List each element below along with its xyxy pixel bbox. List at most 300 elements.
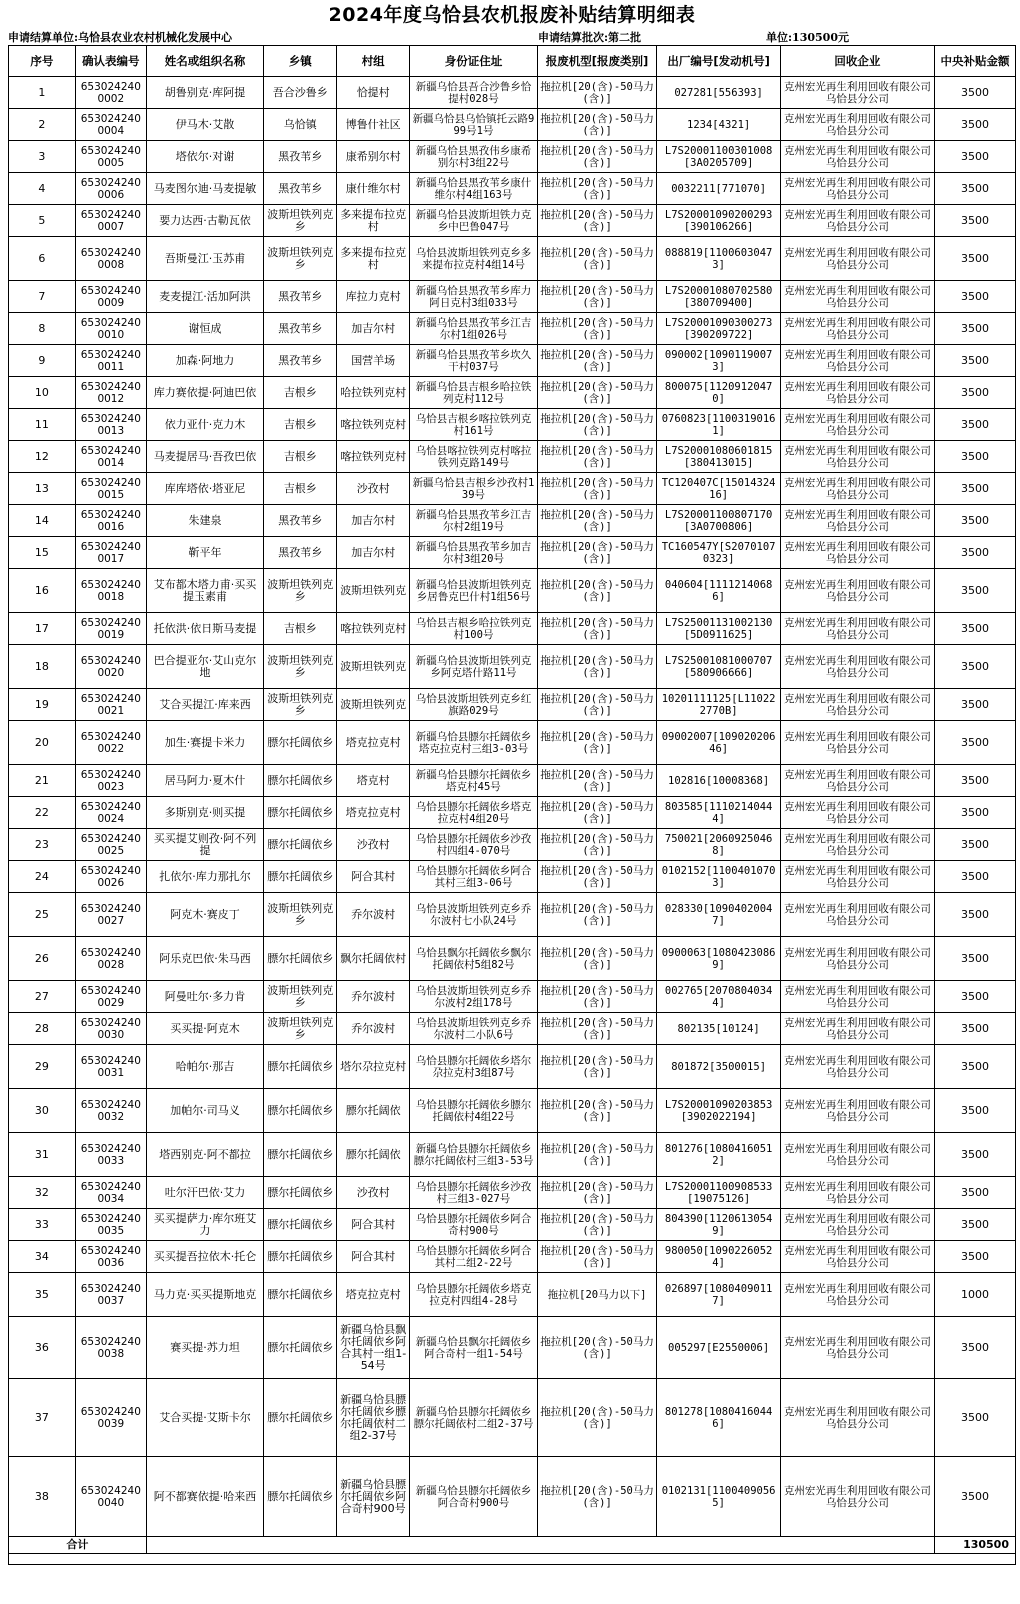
township: 膘尔托阔依乡 <box>264 1457 337 1537</box>
table-header-row <box>9 46 1016 77</box>
township: 膘尔托阔依乡 <box>264 829 337 861</box>
township: 膘尔托阔依乡 <box>264 937 337 981</box>
subsidy-amount: 3500 <box>934 1241 1015 1273</box>
row-index: 18 <box>9 645 76 689</box>
table-row <box>9 1013 1016 1045</box>
confirm-number: 6530242400020 <box>75 645 146 689</box>
confirm-number: 6530242400011 <box>75 345 146 377</box>
settlement-batch: 申请结算批次:第二批 <box>538 31 642 44</box>
table-row <box>9 1457 1016 1537</box>
confirm-number: 6530242400007 <box>75 205 146 237</box>
factory-serial: 980050[10902260524] <box>657 1241 781 1273</box>
machine-type: 拖拉机[20(含)-50马力(含)] <box>537 1045 657 1089</box>
row-index: 19 <box>9 689 76 721</box>
col-header-recycler: 回收企业 <box>780 46 934 77</box>
recycling-company: 克州宏光再生利用回收有限公司乌恰县分公司 <box>780 505 934 537</box>
row-index: 3 <box>9 141 76 173</box>
township: 膘尔托阔依乡 <box>264 797 337 829</box>
total-row <box>9 1537 1016 1554</box>
recycling-company: 克州宏光再生利用回收有限公司乌恰县分公司 <box>780 141 934 173</box>
village: 膘尔托阔依 <box>337 1089 410 1133</box>
township: 波斯坦铁列克乡 <box>264 1013 337 1045</box>
machine-type: 拖拉机[20(含)-50马力(含)] <box>537 689 657 721</box>
id-address: 新疆乌恰县吾合沙鲁乡恰提村028号 <box>410 77 538 109</box>
table-tail <box>8 1554 1016 1565</box>
township: 膘尔托阔依乡 <box>264 1379 337 1457</box>
confirm-number: 6530242400012 <box>75 377 146 409</box>
township: 波斯坦铁列克乡 <box>264 645 337 689</box>
id-address: 乌恰县喀拉铁列克村喀拉铁列克路149号 <box>410 441 538 473</box>
township: 膘尔托阔依乡 <box>264 1177 337 1209</box>
machine-type: 拖拉机[20(含)-50马力(含)] <box>537 441 657 473</box>
factory-serial: L7S20001100807170[3A0700806] <box>657 505 781 537</box>
table-row <box>9 645 1016 689</box>
subsidy-amount: 3500 <box>934 345 1015 377</box>
id-address: 乌恰县膘尔托阔依乡沙孜村三组3-027号 <box>410 1177 538 1209</box>
table-row <box>9 1177 1016 1209</box>
subsidy-amount: 3500 <box>934 893 1015 937</box>
factory-serial: 0102131[11004090565] <box>657 1457 781 1537</box>
owner-name: 艾合买提江·库来西 <box>146 689 264 721</box>
recycling-company: 克州宏光再生利用回收有限公司乌恰县分公司 <box>780 1013 934 1045</box>
factory-serial: 0032211[771070] <box>657 173 781 205</box>
subsidy-amount: 3500 <box>934 1013 1015 1045</box>
table-row <box>9 505 1016 537</box>
township: 膘尔托阔依乡 <box>264 1241 337 1273</box>
township: 波斯坦铁列克乡 <box>264 205 337 237</box>
factory-serial: 005297[E2550006] <box>657 1317 781 1379</box>
owner-name: 塔依尔·对谢 <box>146 141 264 173</box>
township: 吉根乡 <box>264 441 337 473</box>
owner-name: 加森·阿地力 <box>146 345 264 377</box>
col-header-machine-type: 报废机型[报废类别] <box>537 46 657 77</box>
owner-name: 加生·赛提卡米力 <box>146 721 264 765</box>
row-index: 15 <box>9 537 76 569</box>
village: 哈拉铁列克村 <box>337 377 410 409</box>
factory-serial: 800075[11209120470] <box>657 377 781 409</box>
machine-type: 拖拉机[20(含)-50马力(含)] <box>537 473 657 505</box>
subsidy-amount: 3500 <box>934 441 1015 473</box>
factory-serial: L7S20001090300273[390209722] <box>657 313 781 345</box>
confirm-number: 6530242400018 <box>75 569 146 613</box>
id-address: 乌恰县波斯坦铁列克乡乔尔波村二小队6号 <box>410 1013 538 1045</box>
recycling-company: 克州宏光再生利用回收有限公司乌恰县分公司 <box>780 473 934 505</box>
id-address: 乌恰县膘尔托阔依乡膘尔托阔依村4组22号 <box>410 1089 538 1133</box>
recycling-company: 克州宏光再生利用回收有限公司乌恰县分公司 <box>780 1089 934 1133</box>
township: 膘尔托阔依乡 <box>264 861 337 893</box>
village: 塔尔尕拉克村 <box>337 1045 410 1089</box>
table-row <box>9 281 1016 313</box>
col-header-subsidy: 中央补贴金额 <box>934 46 1015 77</box>
owner-name: 依力亚什·克力木 <box>146 409 264 441</box>
owner-name: 艾布都木塔力甫·买买提玉素甫 <box>146 569 264 613</box>
id-address: 新疆乌恰县膘尔托阔依乡塔克村45号 <box>410 765 538 797</box>
recycling-company: 克州宏光再生利用回收有限公司乌恰县分公司 <box>780 173 934 205</box>
recycling-company: 克州宏光再生利用回收有限公司乌恰县分公司 <box>780 861 934 893</box>
township: 黑孜苇乡 <box>264 173 337 205</box>
table-body <box>9 77 1016 1537</box>
machine-type: 拖拉机[20(含)-50马力(含)] <box>537 1317 657 1379</box>
machine-type: 拖拉机[20(含)-50马力(含)] <box>537 1177 657 1209</box>
id-address: 乌恰县膘尔托阔依乡塔尔尕拉克村3组87号 <box>410 1045 538 1089</box>
confirm-number: 6530242400035 <box>75 1209 146 1241</box>
machine-type: 拖拉机[20(含)-50马力(含)] <box>537 981 657 1013</box>
confirm-number: 6530242400031 <box>75 1045 146 1089</box>
recycling-company: 克州宏光再生利用回收有限公司乌恰县分公司 <box>780 1457 934 1537</box>
confirm-number: 6530242400025 <box>75 829 146 861</box>
subsidy-amount: 3500 <box>934 1209 1015 1241</box>
village: 阿合其村 <box>337 1241 410 1273</box>
township: 膘尔托阔依乡 <box>264 765 337 797</box>
recycling-company: 克州宏光再生利用回收有限公司乌恰县分公司 <box>780 409 934 441</box>
machine-type: 拖拉机[20(含)-50马力(含)] <box>537 281 657 313</box>
owner-name: 居马阿力·夏木什 <box>146 765 264 797</box>
recycling-company: 克州宏光再生利用回收有限公司乌恰县分公司 <box>780 313 934 345</box>
recycling-company: 克州宏光再生利用回收有限公司乌恰县分公司 <box>780 1273 934 1317</box>
machine-type: 拖拉机[20(含)-50马力(含)] <box>537 1089 657 1133</box>
subsidy-amount: 3500 <box>934 645 1015 689</box>
table-row <box>9 981 1016 1013</box>
village: 新疆乌恰县飘尔托阔依乡阿合其村一组1-54号 <box>337 1317 410 1379</box>
machine-type: 拖拉机[20(含)-50马力(含)] <box>537 721 657 765</box>
row-index: 38 <box>9 1457 76 1537</box>
village: 乔尔波村 <box>337 981 410 1013</box>
row-index: 34 <box>9 1241 76 1273</box>
row-index: 35 <box>9 1273 76 1317</box>
village: 加吉尔村 <box>337 537 410 569</box>
page-title: 2024年度乌恰县农机报废补贴结算明细表 <box>328 4 696 26</box>
subsidy-amount: 3500 <box>934 409 1015 441</box>
confirm-number: 6530242400014 <box>75 441 146 473</box>
id-address: 乌恰县吉根乡喀拉铁列克村161号 <box>410 409 538 441</box>
township: 波斯坦铁列克乡 <box>264 237 337 281</box>
recycling-company: 克州宏光再生利用回收有限公司乌恰县分公司 <box>780 441 934 473</box>
id-address: 新疆乌恰县黑孜苇乡库力阿日克村3组033号 <box>410 281 538 313</box>
confirm-number: 6530242400040 <box>75 1457 146 1537</box>
col-header-index: 序号 <box>9 46 76 77</box>
owner-name: 谢恒成 <box>146 313 264 345</box>
id-address: 乌恰县飘尔托阔依乡飘尔托阔依村5组82号 <box>410 937 538 981</box>
machine-type: 拖拉机[20(含)-50马力(含)] <box>537 345 657 377</box>
factory-serial: 1234[4321] <box>657 109 781 141</box>
township: 波斯坦铁列克乡 <box>264 689 337 721</box>
factory-serial: L7S20001100301008[3A0205709] <box>657 141 781 173</box>
machine-type: 拖拉机[20(含)-50马力(含)] <box>537 173 657 205</box>
recycling-company: 克州宏光再生利用回收有限公司乌恰县分公司 <box>780 689 934 721</box>
confirm-number: 6530242400039 <box>75 1379 146 1457</box>
village: 塔克拉克村 <box>337 721 410 765</box>
table-row <box>9 1045 1016 1089</box>
confirm-number: 6530242400032 <box>75 1089 146 1133</box>
machine-type: 拖拉机[20(含)-50马力(含)] <box>537 569 657 613</box>
township: 黑孜苇乡 <box>264 345 337 377</box>
factory-serial: L7S20001080702580[380709400] <box>657 281 781 313</box>
confirm-number: 6530242400034 <box>75 1177 146 1209</box>
table-row <box>9 345 1016 377</box>
recycling-company: 克州宏光再生利用回收有限公司乌恰县分公司 <box>780 721 934 765</box>
table-row <box>9 721 1016 765</box>
owner-name: 阿曼吐尔·多力肯 <box>146 981 264 1013</box>
confirm-number: 6530242400016 <box>75 505 146 537</box>
owner-name: 阿不都赛依提·哈来西 <box>146 1457 264 1537</box>
confirm-number: 6530242400029 <box>75 981 146 1013</box>
confirm-number: 6530242400027 <box>75 893 146 937</box>
township: 波斯坦铁列克乡 <box>264 981 337 1013</box>
id-address: 新疆乌恰县膘尔托阔依乡膘尔托阔依村二组2-37号 <box>410 1379 538 1457</box>
village: 博鲁什社区 <box>337 109 410 141</box>
subsidy-amount: 3500 <box>934 1317 1015 1379</box>
village: 波斯坦铁列克 <box>337 645 410 689</box>
subsidy-amount: 3500 <box>934 173 1015 205</box>
recycling-company: 克州宏光再生利用回收有限公司乌恰县分公司 <box>780 569 934 613</box>
machine-type: 拖拉机[20(含)-50马力(含)] <box>537 1209 657 1241</box>
village: 阿合其村 <box>337 861 410 893</box>
owner-name: 要力达西·古勒瓦依 <box>146 205 264 237</box>
village: 国营羊场 <box>337 345 410 377</box>
machine-type: 拖拉机[20(含)-50马力(含)] <box>537 313 657 345</box>
subsidy-amount: 3500 <box>934 721 1015 765</box>
id-address: 新疆乌恰县飘尔托阔依乡阿合奇村一组1-54号 <box>410 1317 538 1379</box>
recycling-company: 克州宏光再生利用回收有限公司乌恰县分公司 <box>780 281 934 313</box>
id-address: 新疆乌恰县黑孜苇乡坎久干村037号 <box>410 345 538 377</box>
col-header-serial: 出厂编号[发动机号] <box>657 46 781 77</box>
township: 波斯坦铁列克乡 <box>264 893 337 937</box>
subsidy-amount: 3500 <box>934 205 1015 237</box>
row-index: 29 <box>9 1045 76 1089</box>
table-row <box>9 109 1016 141</box>
row-index: 4 <box>9 173 76 205</box>
table-row <box>9 613 1016 645</box>
table-row <box>9 893 1016 937</box>
row-index: 14 <box>9 505 76 537</box>
recycling-company: 克州宏光再生利用回收有限公司乌恰县分公司 <box>780 377 934 409</box>
row-index: 17 <box>9 613 76 645</box>
subsidy-amount: 3500 <box>934 377 1015 409</box>
id-address: 乌恰县波斯坦铁列克乡乔尔波村七小队24号 <box>410 893 538 937</box>
village: 多来提布拉克村 <box>337 205 410 237</box>
table-row <box>9 473 1016 505</box>
owner-name: 伊马木·艾散 <box>146 109 264 141</box>
row-index: 26 <box>9 937 76 981</box>
village: 康什维尔村 <box>337 173 410 205</box>
factory-serial: 804390[11206130549] <box>657 1209 781 1241</box>
recycling-company: 克州宏光再生利用回收有限公司乌恰县分公司 <box>780 613 934 645</box>
confirm-number: 6530242400008 <box>75 237 146 281</box>
table-row <box>9 537 1016 569</box>
table-row <box>9 1209 1016 1241</box>
confirm-number: 6530242400019 <box>75 613 146 645</box>
table-row <box>9 1241 1016 1273</box>
row-index: 2 <box>9 109 76 141</box>
table-row <box>9 205 1016 237</box>
factory-serial: L7S20001090200293[390106266] <box>657 205 781 237</box>
owner-name: 朱建泉 <box>146 505 264 537</box>
table-row <box>9 173 1016 205</box>
machine-type: 拖拉机[20(含)-50马力(含)] <box>537 893 657 937</box>
township: 黑孜苇乡 <box>264 141 337 173</box>
machine-type: 拖拉机[20(含)-50马力(含)] <box>537 409 657 441</box>
row-index: 30 <box>9 1089 76 1133</box>
village: 飘尔托阔依村 <box>337 937 410 981</box>
machine-type: 拖拉机[20(含)-50马力(含)] <box>537 1133 657 1177</box>
statement-sheet <box>8 0 1016 1565</box>
owner-name: 买买提吾拉依木·托仑 <box>146 1241 264 1273</box>
recycling-company: 克州宏光再生利用回收有限公司乌恰县分公司 <box>780 981 934 1013</box>
factory-serial: 088819[11006030473] <box>657 237 781 281</box>
village: 喀拉铁列克村 <box>337 441 410 473</box>
subsidy-amount: 3500 <box>934 613 1015 645</box>
subsidy-table <box>8 45 1016 1554</box>
table-row <box>9 1379 1016 1457</box>
row-index: 24 <box>9 861 76 893</box>
owner-name: 吐尔汗巴依·艾力 <box>146 1177 264 1209</box>
confirm-number: 6530242400005 <box>75 141 146 173</box>
recycling-company: 克州宏光再生利用回收有限公司乌恰县分公司 <box>780 937 934 981</box>
id-address: 乌恰县膘尔托阔依乡阿合其村三组3-06号 <box>410 861 538 893</box>
table-row <box>9 1317 1016 1379</box>
row-index: 28 <box>9 1013 76 1045</box>
subsidy-amount: 3500 <box>934 689 1015 721</box>
row-index: 12 <box>9 441 76 473</box>
township: 乌恰镇 <box>264 109 337 141</box>
confirm-number: 6530242400017 <box>75 537 146 569</box>
subsidy-amount: 3500 <box>934 109 1015 141</box>
village: 乔尔波村 <box>337 893 410 937</box>
table-row <box>9 77 1016 109</box>
subsidy-amount: 3500 <box>934 1089 1015 1133</box>
village: 加吉尔村 <box>337 313 410 345</box>
total-label: 合计 <box>9 1537 147 1554</box>
machine-type: 拖拉机[20(含)-50马力(含)] <box>537 1241 657 1273</box>
recycling-company: 克州宏光再生利用回收有限公司乌恰县分公司 <box>780 1209 934 1241</box>
owner-name: 靳平年 <box>146 537 264 569</box>
factory-serial: 026897[10804090117] <box>657 1273 781 1317</box>
table-row <box>9 409 1016 441</box>
row-index: 33 <box>9 1209 76 1241</box>
row-index: 13 <box>9 473 76 505</box>
factory-serial: L7S20001080601815[380413015] <box>657 441 781 473</box>
factory-serial: TC120407C[1501432416] <box>657 473 781 505</box>
factory-serial: 09002007[10902020646] <box>657 721 781 765</box>
factory-serial: TC160547Y[S20701070323] <box>657 537 781 569</box>
row-index: 23 <box>9 829 76 861</box>
machine-type: 拖拉机[20(含)-50马力(含)] <box>537 861 657 893</box>
row-index: 37 <box>9 1379 76 1457</box>
recycling-company: 克州宏光再生利用回收有限公司乌恰县分公司 <box>780 1177 934 1209</box>
owner-name: 塔西别克·阿不都拉 <box>146 1133 264 1177</box>
machine-type: 拖拉机[20(含)-50马力(含)] <box>537 1379 657 1457</box>
owner-name: 马力克·买买提斯地克 <box>146 1273 264 1317</box>
machine-type: 拖拉机[20(含)-50马力(含)] <box>537 205 657 237</box>
township: 膘尔托阔依乡 <box>264 721 337 765</box>
recycling-company: 克州宏光再生利用回收有限公司乌恰县分公司 <box>780 1317 934 1379</box>
row-index: 21 <box>9 765 76 797</box>
machine-type: 拖拉机[20(含)-50马力(含)] <box>537 829 657 861</box>
subsidy-amount: 3500 <box>934 1379 1015 1457</box>
row-index: 1 <box>9 77 76 109</box>
confirm-number: 6530242400024 <box>75 797 146 829</box>
subsidy-amount: 3500 <box>934 861 1015 893</box>
table-row <box>9 1273 1016 1317</box>
table-row <box>9 377 1016 409</box>
subsidy-amount: 3500 <box>934 765 1015 797</box>
id-address: 新疆乌恰县黑孜伟乡康希别尔村3组22号 <box>410 141 538 173</box>
owner-name: 扎依尔·库力那扎尔 <box>146 861 264 893</box>
village: 喀拉铁列克村 <box>337 613 410 645</box>
subsidy-amount: 3500 <box>934 1177 1015 1209</box>
subsidy-amount: 3500 <box>934 829 1015 861</box>
id-address: 新疆乌恰县膘尔托阔依乡塔克拉克村三组3-03号 <box>410 721 538 765</box>
recycling-company: 克州宏光再生利用回收有限公司乌恰县分公司 <box>780 205 934 237</box>
township: 膘尔托阔依乡 <box>264 1133 337 1177</box>
village: 库拉力克村 <box>337 281 410 313</box>
factory-serial: 090002[10901190073] <box>657 345 781 377</box>
table-row <box>9 313 1016 345</box>
row-index: 9 <box>9 345 76 377</box>
id-address: 乌恰县膘尔托阔依乡沙孜村四组4-070号 <box>410 829 538 861</box>
township: 吉根乡 <box>264 377 337 409</box>
owner-name: 买买提·阿克木 <box>146 1013 264 1045</box>
village: 阿合其村 <box>337 1209 410 1241</box>
confirm-number: 6530242400022 <box>75 721 146 765</box>
recycling-company: 克州宏光再生利用回收有限公司乌恰县分公司 <box>780 77 934 109</box>
confirm-number: 6530242400002 <box>75 77 146 109</box>
row-index: 16 <box>9 569 76 613</box>
township: 膘尔托阔依乡 <box>264 1209 337 1241</box>
subsidy-amount: 3500 <box>934 1133 1015 1177</box>
township: 吉根乡 <box>264 473 337 505</box>
table-row <box>9 689 1016 721</box>
machine-type: 拖拉机[20(含)-50马力(含)] <box>537 505 657 537</box>
id-address: 新疆乌恰县波斯坦铁列克乡居鲁克巴什村1组56号 <box>410 569 538 613</box>
unit-amount: 单位:130500元 <box>766 31 849 44</box>
recycling-company: 克州宏光再生利用回收有限公司乌恰县分公司 <box>780 893 934 937</box>
factory-serial: 0102152[11004010703] <box>657 861 781 893</box>
confirm-number: 6530242400021 <box>75 689 146 721</box>
machine-type: 拖拉机[20(含)-50马力(含)] <box>537 77 657 109</box>
recycling-company: 克州宏光再生利用回收有限公司乌恰县分公司 <box>780 537 934 569</box>
recycling-company: 克州宏光再生利用回收有限公司乌恰县分公司 <box>780 109 934 141</box>
recycling-company: 克州宏光再生利用回收有限公司乌恰县分公司 <box>780 797 934 829</box>
col-header-id-address: 身份证住址 <box>410 46 538 77</box>
id-address: 新疆乌恰县膘尔托阔依乡阿合奇村900号 <box>410 1457 538 1537</box>
id-address: 新疆乌恰县黑孜苇乡加吉尔村3组20号 <box>410 537 538 569</box>
total-spacer <box>146 1537 934 1554</box>
col-header-confirm-no: 确认表编号 <box>75 46 146 77</box>
subsidy-amount: 3500 <box>934 281 1015 313</box>
township: 膘尔托阔依乡 <box>264 1273 337 1317</box>
confirm-number: 6530242400036 <box>75 1241 146 1273</box>
owner-name: 托依洪·依日斯马麦提 <box>146 613 264 645</box>
subsidy-amount: 3500 <box>934 937 1015 981</box>
subsidy-amount: 3500 <box>934 537 1015 569</box>
factory-serial: 801278[10804160446] <box>657 1379 781 1457</box>
village: 塔克村 <box>337 765 410 797</box>
table-row <box>9 797 1016 829</box>
id-address: 乌恰县膘尔托阔依乡阿合其村二组2-22号 <box>410 1241 538 1273</box>
machine-type: 拖拉机[20马力以下] <box>537 1273 657 1317</box>
subsidy-amount: 3500 <box>934 569 1015 613</box>
id-address: 乌恰县波斯坦铁列克乡乔尔波村2组178号 <box>410 981 538 1013</box>
village: 波斯坦铁列克 <box>337 689 410 721</box>
subsidy-amount: 3500 <box>934 77 1015 109</box>
township: 黑孜苇乡 <box>264 313 337 345</box>
machine-type: 拖拉机[20(含)-50马力(含)] <box>537 645 657 689</box>
machine-type: 拖拉机[20(含)-50马力(含)] <box>537 1457 657 1537</box>
id-address: 新疆乌恰县膘尔托阔依乡膘尔托阔依村三组3-53号 <box>410 1133 538 1177</box>
id-address: 新疆乌恰县黑孜苇乡江吉尔村2组19号 <box>410 505 538 537</box>
row-index: 36 <box>9 1317 76 1379</box>
